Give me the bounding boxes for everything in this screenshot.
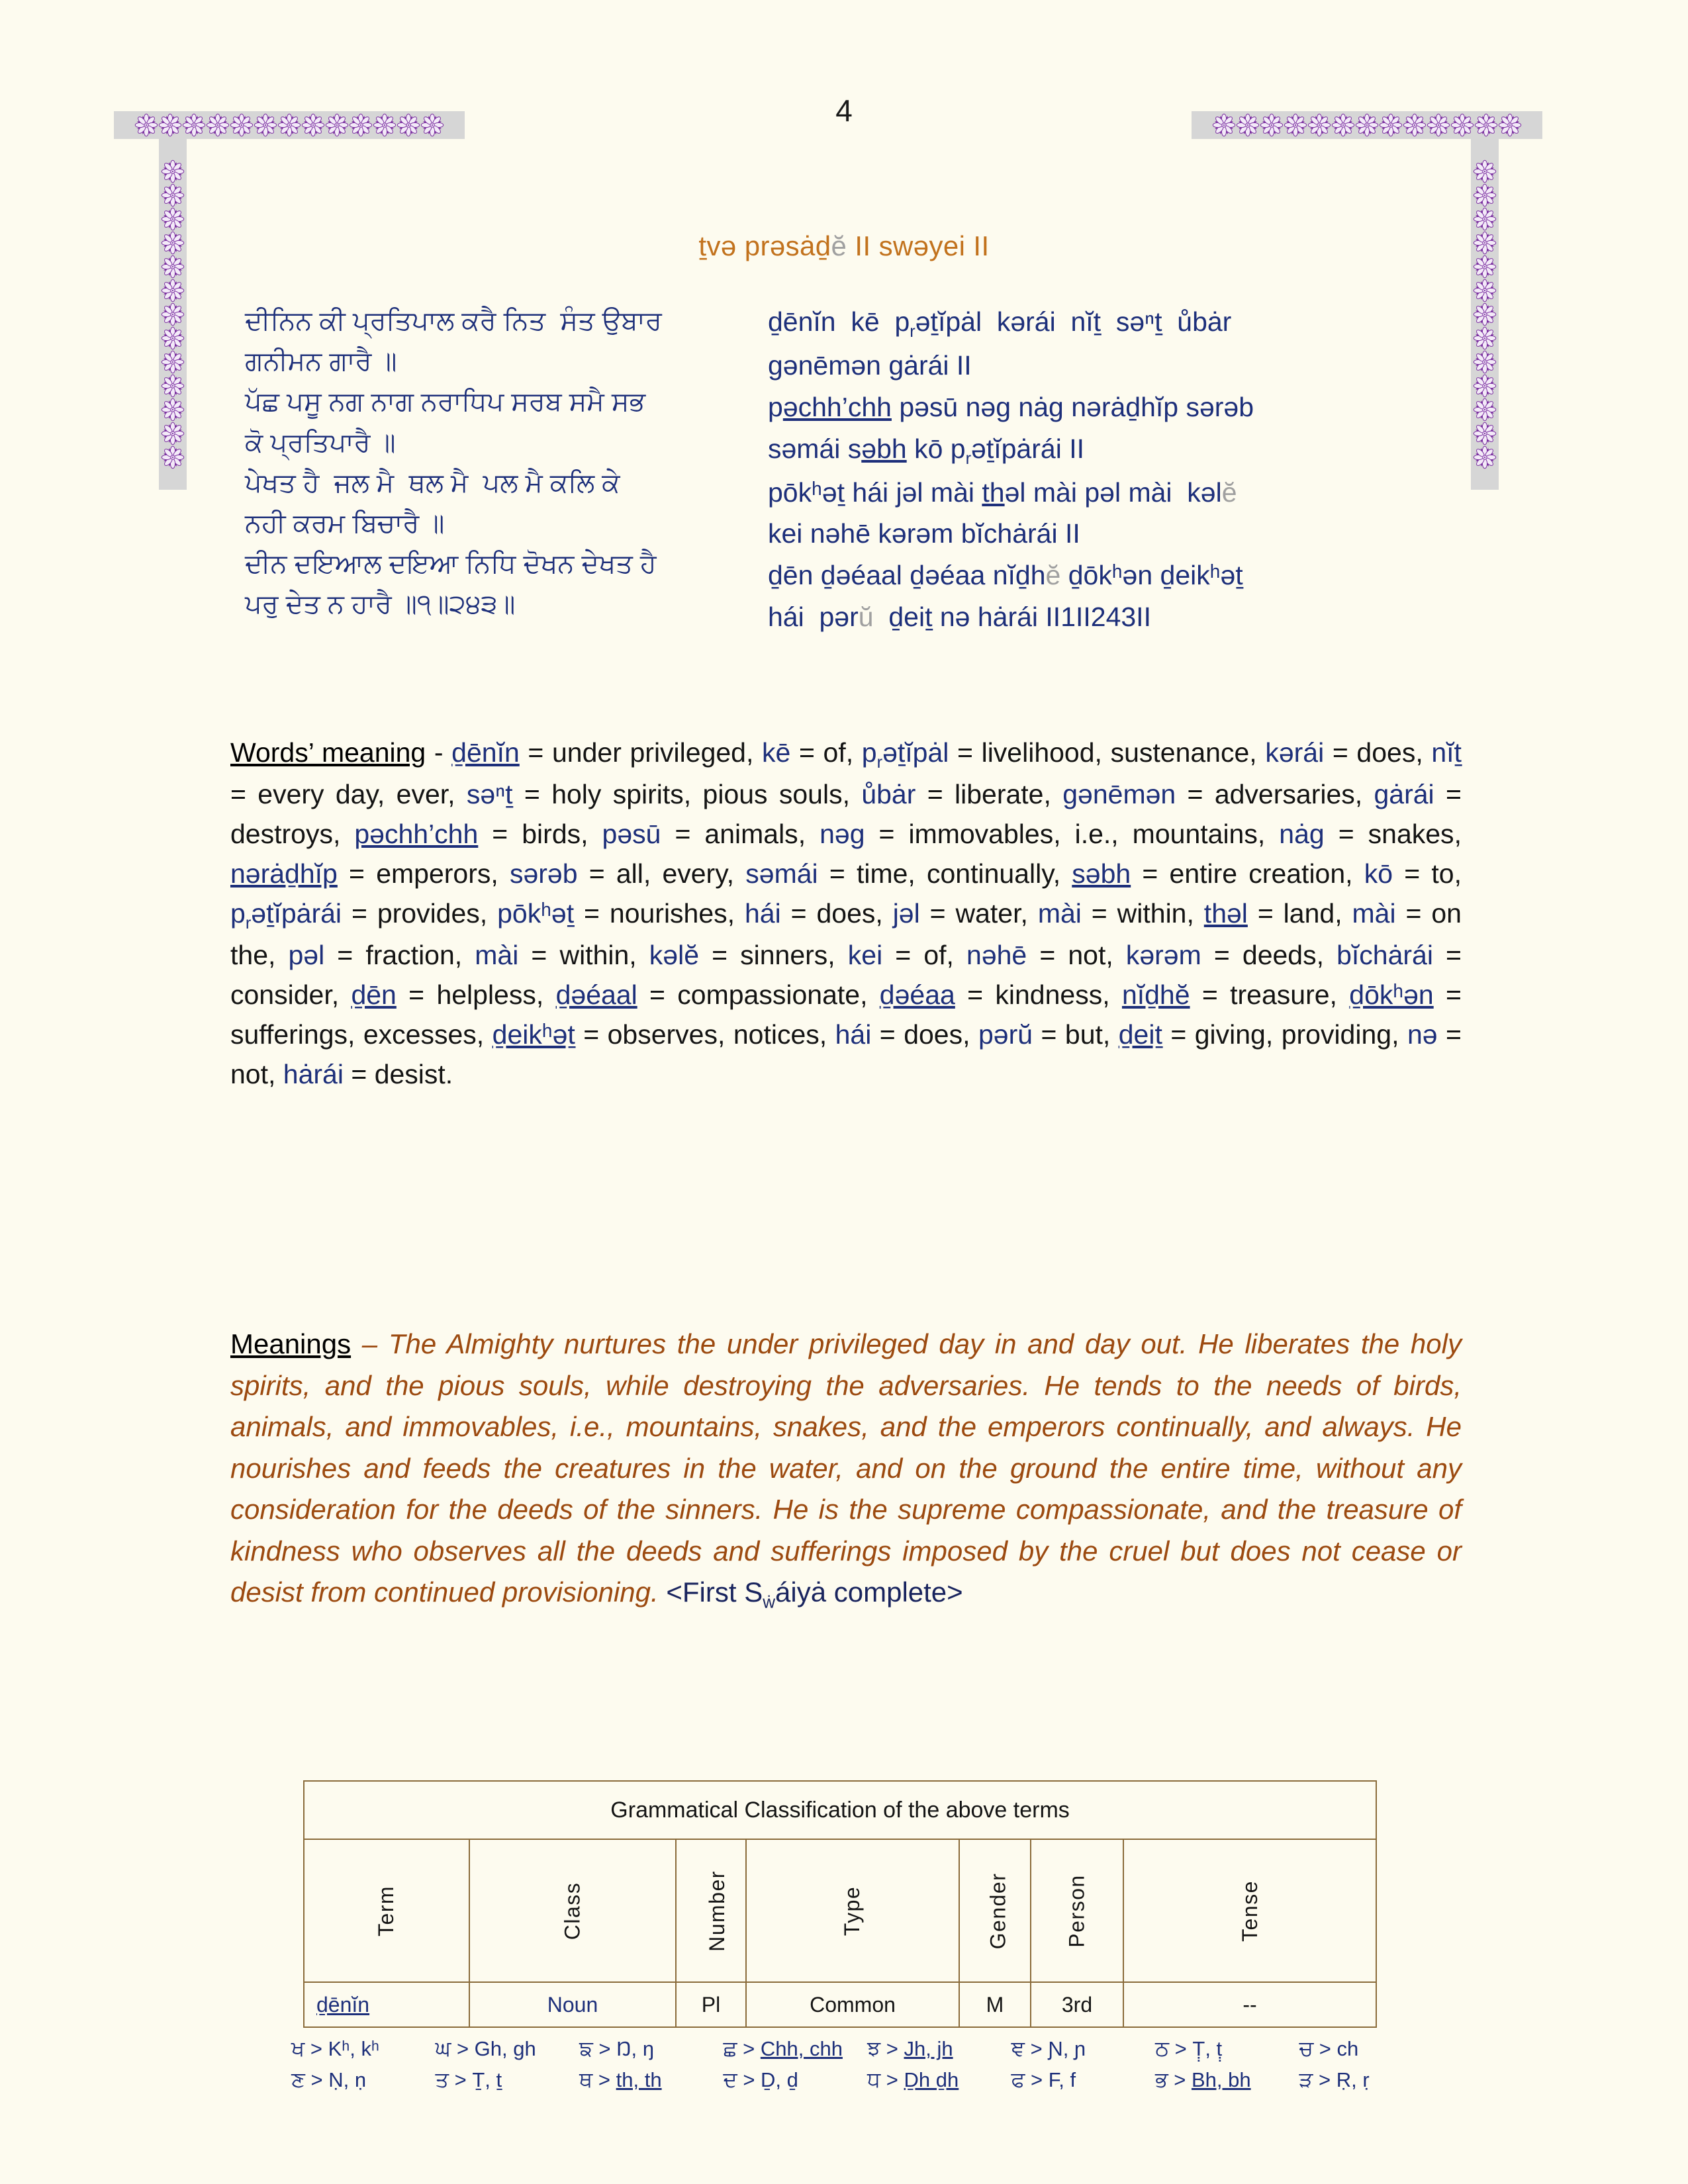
glossary-term: kō (1364, 858, 1393, 889)
grammar-column-header-label: Term (374, 1885, 399, 1936)
glossary-gloss: does (1356, 737, 1416, 768)
floral-motif-icon (161, 445, 185, 469)
legend-roman: Jh, jh (904, 2037, 953, 2060)
legend-roman: Bh, bh (1191, 2068, 1251, 2091)
grammar-column-header-label: Person (1064, 1874, 1089, 1948)
grammar-column-header-number (676, 1839, 746, 1982)
floral-border-left (159, 139, 187, 490)
legend-roman: Ŋ, ŋ (616, 2037, 655, 2060)
meanings-label: Meanings (230, 1328, 352, 1359)
transliteration-verse-line: gənēmən gȧrái II (768, 350, 972, 381)
legend-gurmukhi-char: ੜ (1299, 2067, 1313, 2091)
glossary-gloss: giving, providing (1194, 1019, 1392, 1050)
grammar-column-header-term (304, 1839, 469, 1982)
legend-gurmukhi-char: ਙ (579, 2036, 593, 2060)
transliteration-verse-line: pōkʰəṯ hái jəl mài thəl mài pəl mài kəlĕ (768, 477, 1237, 508)
grammar-cell-type: Common (746, 1982, 959, 2027)
legend-arrow: > (1031, 2068, 1043, 2091)
glossary-gloss: sufferings, excesses (230, 1019, 477, 1050)
legend-roman: Kʰ, kʰ (328, 2037, 379, 2060)
floral-motif-icon (1473, 350, 1497, 374)
glossary-gloss: consider (230, 979, 332, 1011)
floral-motif-icon (161, 398, 185, 422)
legend-row-1 (291, 2033, 1443, 2064)
glossary-term: ḏəéaal (555, 979, 637, 1011)
floral-motif-icon (1473, 398, 1497, 422)
glossary-gloss: immovables, i.e., mountains (908, 819, 1258, 850)
glossary-term: pōkʰəṯ (497, 897, 575, 929)
glossary-term: ůbȧr (861, 779, 916, 810)
legend-arrow: > (743, 2068, 755, 2091)
legend-gurmukhi-char: ਘ (435, 2036, 451, 2060)
legend-roman: F, f (1048, 2068, 1076, 2091)
grammar-cell-tense: -- (1123, 1982, 1376, 2027)
legend-entry (1299, 2033, 1444, 2064)
legend-row-2 (291, 2064, 1443, 2095)
glossary-term: kē (762, 737, 791, 768)
legend-entry (867, 2033, 1011, 2064)
legend-gurmukhi-char: ਖ (291, 2036, 305, 2060)
meanings-body: The Almighty nurtures the under privileged day in and day out. He liberates the holy spirits, and the pious souls, while destroying the adversaries. He tends to the needs of birds, animals, and immovables, i.e., mountains, snakes, and the emperors continually, and always. He nourishes and feeds the creatures in the water, and on the ground the entire time, without any consideration for the deeds of the sinners. He is the supreme compassionate, and the treasure of kindness who observes all the deeds and sufferings imposed by the cruel but does not cease or desist from continued provisioning. (230, 1328, 1462, 1608)
glossary-gloss: destroys (230, 819, 333, 850)
glossary-gloss: of (823, 737, 846, 768)
glossary-term: ḏeiṯ (1118, 1019, 1162, 1050)
glossary-term: ḏəéaa (879, 979, 955, 1011)
legend-arrow: > (1319, 2068, 1331, 2091)
glossary-gloss: all, every (616, 858, 727, 889)
legend-gurmukhi-char: ਤ (435, 2067, 449, 2091)
floral-motif-icon (161, 279, 185, 302)
glossary-gloss: land (1283, 897, 1335, 929)
glossary-term: gənēmən (1062, 779, 1176, 810)
legend-roman: Ṭ̣, ṭ̣ (1192, 2037, 1223, 2060)
glossary-term: mài (1352, 897, 1396, 929)
legend-entry (1155, 2033, 1299, 2064)
legend-arrow: > (886, 2068, 898, 2091)
legend-arrow: > (310, 2037, 323, 2060)
legend-entry (291, 2033, 436, 2064)
legend-roman: Ṛ, ṛ (1336, 2068, 1370, 2091)
legend-entry (1299, 2064, 1444, 2095)
glossary-term: nȧg (1279, 819, 1325, 850)
floral-motif-icon (1473, 422, 1497, 445)
glossary-gloss: nourishes (609, 897, 727, 929)
glossary-gloss: every day, ever (258, 779, 448, 810)
floral-motif-icon (161, 374, 185, 398)
floral-motif-icon (161, 326, 185, 350)
floral-motif-icon (161, 159, 185, 183)
legend-gurmukhi-char: ਣ (291, 2067, 305, 2091)
glossary-term: səbh (1072, 858, 1131, 889)
legend-arrow: > (598, 2037, 611, 2060)
glossary-term: pəl (288, 940, 325, 971)
glossary-gloss: not (230, 1058, 268, 1089)
gurmukhi-verse-line: ਗਨੀਮਨ ਗਾਰੈ ॥ (245, 347, 397, 377)
glossary-term: ḏōkʰən (1349, 979, 1434, 1011)
scripture-block (245, 301, 1443, 637)
grammar-column-header-label: Number (704, 1870, 729, 1952)
glossary-gloss: sinners (740, 940, 828, 971)
gurmukhi-verse-line: ਦੀਨਿਨ ਕੀ ਪ੍ਰਤਿਪਾਲ ਕਰੈ ਨਿਤ ਸੰਤ ਉਬਾਰ (245, 306, 662, 336)
glossary-term: səmái (745, 858, 818, 889)
floral-motif-icon (1473, 159, 1497, 183)
glossary-gloss: of (923, 940, 947, 971)
glossary-term: mài (475, 940, 519, 971)
floral-border-right (1471, 139, 1499, 490)
glossary-gloss: kindness (995, 979, 1103, 1011)
glossary-term: ḏēnĭn (451, 737, 520, 768)
transliteration-verse-line: hái pərŭ ḏeiṯ nə hȧrái II1II243II (768, 601, 1151, 632)
legend-roman: Ṯ, ṯ (472, 2068, 502, 2091)
legend-entry (579, 2033, 724, 2064)
floral-motif-icon (161, 302, 185, 326)
gurmukhi-verse-line: ਪੱਛ ਪਸੂ ਨਗ ਨਾਗ ਨਰਾਧਿਪ ਸਰਬ ਸਮੈ ਸਭ (245, 387, 646, 417)
glossary-gloss: does (816, 897, 876, 929)
glossary-term: kərái (1265, 737, 1325, 768)
legend-arrow: > (456, 2037, 469, 2060)
glossary-gloss: deeds (1242, 940, 1317, 971)
grammar-column-header-person (1031, 1839, 1123, 1982)
floral-motif-icon (1473, 326, 1497, 350)
glossary-term: mài (1037, 897, 1082, 929)
glossary-gloss: birds (522, 819, 581, 850)
glossary-gloss: entire creation (1169, 858, 1346, 889)
grammar-column-header-gender (959, 1839, 1031, 1982)
glossary-gloss: water (955, 897, 1021, 929)
table-row (304, 1982, 1376, 2027)
glossary-term: hái (835, 1019, 872, 1050)
grammar-table (303, 1780, 1377, 2028)
legend-entry (579, 2064, 724, 2095)
glossary-gloss: observes, notices (607, 1019, 820, 1050)
glossary-gloss: under privileged (551, 737, 746, 768)
legend-entry (724, 2033, 868, 2064)
legend-arrow: > (454, 2068, 467, 2091)
gurmukhi-verse-line: ਪਰੁ ਦੇਤ ਨ ਹਾਰੈ ॥੧॥੨੪੩॥ (245, 590, 516, 619)
grammar-column-header-label: Gender (986, 1872, 1010, 1949)
glossary-term: sərəb (509, 858, 578, 889)
meanings-paragraph: Meanings – The Almighty nurtures the under privileged day in and day out. He liberates the holy spirits, and the pious souls, while destroying the adversaries. He tends to the needs of birds, animals, and immovables, i.e., mountains, snakes, and the emperors continually, and always. He nourishes and feeds the creatures in the water, and on the ground the entire time, without any consideration for the deeds of the sinners. He is the supreme compassionate, and the treasure of kindness who observes all the deeds and sufferings imposed by the cruel but does not cease or desist from continued provisioning. <First $S_ẇáiyȧ$ complete> (230, 1328, 1462, 1612)
transliteration-verse-line: ḏēnĭn kē $p_rəṯĭpȧl$ kərái nĭṯ səⁿṯ ůbȧr (768, 306, 1232, 341)
glossary-gloss: time, continually (856, 858, 1053, 889)
glossary-gloss: but (1064, 1019, 1103, 1050)
legend-arrow: > (598, 2068, 611, 2091)
glossary-gloss: livelihood, sustenance (981, 737, 1250, 768)
glossary-term: nərȧḏhĭp (230, 858, 338, 889)
legend-gurmukhi-char: ਚ (1299, 2036, 1314, 2060)
floral-motif-icon (1473, 302, 1497, 326)
grammar-column-header-label: Class (560, 1882, 585, 1940)
glossary-term: pərŭ (978, 1019, 1033, 1050)
legend-roman: Chh, chh (760, 2037, 843, 2060)
legend-entry (724, 2064, 868, 2095)
grammar-table-header-row (304, 1839, 1376, 1982)
floral-motif-icon (1473, 279, 1497, 302)
grammar-cell-gender: M (959, 1982, 1031, 2027)
legend-entry (1011, 2064, 1156, 2095)
transliteration-verse-line: pəchh’chh pəsū nəg nȧg nərȧḏhĭp sərəb (768, 391, 1254, 422)
page-number: 4 (835, 93, 853, 128)
legend-roman: Ɲ, ɲ (1048, 2037, 1086, 2060)
legend-arrow: > (310, 2068, 323, 2091)
glossary-gloss: treasure (1230, 979, 1330, 1011)
glossary-gloss: adversaries (1214, 779, 1355, 810)
glossary-gloss: within (1117, 897, 1187, 929)
gurmukhi-verse-line: ਕੋ ਪ੍ਰਤਿਪਾਰੈ ॥ (245, 428, 396, 457)
transliteration-verse-line: ḏēn ḏəéaal ḏəéaa nĭḏhĕ ḏōkʰən ḏeikʰəṯ (768, 560, 1243, 591)
grammar-cell-person: 3rd (1031, 1982, 1123, 2027)
floral-motif-icon (161, 422, 185, 445)
grammar-column-header-tense (1123, 1839, 1376, 1982)
glossary-term: nəg (820, 819, 865, 850)
glossary-term: hái (744, 897, 781, 929)
glossary-gloss: within (559, 940, 630, 971)
glossary-term: nə (1407, 1019, 1438, 1050)
floral-motif-icon (161, 183, 185, 207)
glossary-term: nəhē (966, 940, 1027, 971)
legend-gurmukhi-char: ਫ (1011, 2067, 1025, 2091)
legend-roman: Ṇ, ṇ (328, 2068, 367, 2091)
transliteration-verse-line: səmái səbh kō $p_rəṯĭpȧrái$ II (768, 433, 1084, 468)
glossary-gloss: not (1068, 940, 1106, 971)
legend-roman: Ḏ, ḏ (761, 2068, 798, 2091)
grammar-table-wrapper (303, 1780, 1376, 2028)
glossary-gloss: compassionate (677, 979, 861, 1011)
floral-motif-icon (1473, 183, 1497, 207)
legend-entry (436, 2064, 580, 2095)
legend-gurmukhi-char: ਦ (723, 2067, 737, 2091)
glossary-term: pəsū (602, 819, 661, 850)
floral-motif-icon (161, 350, 185, 374)
grammar-cell-term: ḏēnĭn (304, 1982, 469, 2027)
glossary-gloss: liberate (955, 779, 1044, 810)
glossary-gloss: helpless (436, 979, 536, 1011)
glossary-term: kəlĕ (649, 940, 699, 971)
glossary-term: hȧrái (283, 1058, 344, 1089)
grammar-table-title: Grammatical Classification of the above terms (304, 1781, 1376, 1839)
grammar-cell-class: Noun (469, 1982, 676, 2027)
floral-motif-icon (161, 207, 185, 231)
legend-roman: ch (1336, 2037, 1359, 2060)
glossary-gloss: to (1431, 858, 1454, 889)
floral-motif-icon (1473, 445, 1497, 469)
gurmukhi-verse-line: ਪੇਖਤ ਹੈ ਜਲ ਮੈ ਥਲ ਮੈ ਪਲ ਮੈ ਕਲਿ ਕੇ (245, 468, 620, 498)
words-meaning-label: Words’ meaning (230, 737, 426, 768)
floral-motif-icon (1473, 374, 1497, 398)
legend-arrow: > (1030, 2037, 1043, 2060)
glossary-gloss: snakes (1368, 819, 1454, 850)
glossary-term: pəchh’chh (354, 819, 479, 850)
glossary-gloss: does (904, 1019, 963, 1050)
legend-entry (291, 2064, 436, 2095)
gurmukhi-column (245, 301, 768, 637)
legend-gurmukhi-char: ਧ (867, 2067, 881, 2091)
glossary-term: ḏeikʰəṯ (492, 1019, 575, 1050)
legend-entry (436, 2033, 580, 2064)
legend-arrow: > (1319, 2037, 1331, 2060)
transliteration-verse-line: kei nəhē kərəm bĭchȧrái II (768, 518, 1080, 549)
glossary-term: nĭḏhĕ (1121, 979, 1190, 1011)
glossary-term: nĭṯ (1431, 737, 1462, 768)
legend-arrow: > (743, 2037, 755, 2060)
words-meaning-paragraph: Words’ meaning - ḏēnĭn = under privileged, kē = of, $p_rəṯĭpȧl$ = livelihood, sustenance, kərái = does, nĭṯ = every day, ever, səⁿṯ = holy spirits, pious souls, ůbȧr = liberate, gənēmən = adversaries, gȧrái = destroys, pəchh’chh = birds, pəsū = animals, nəg = immovables, i.e., mountains, nȧg = snakes, nərȧḏhĭp = emperors, sərəb = all, every, səmái = time, continually, səbh = entire creation, kō = to, $p_rəṯĭpȧrái$ = provides, pōkʰəṯ = nourishes, hái = does, jəl = water, mài = within, thəl = land, mài = on the, pəl = fraction, mài = within, kəlĕ = sinners, kei = of, nəhē = not, kərəm = deeds, bĭchȧrái = consider, ḏēn = helpless, ḏəéaal = compassionate, ḏəéaa = kindness, nĭḏhĕ = treasure, ḏōkʰən = sufferings, excesses, ḏeikʰəṯ = observes, notices, hái = does, pərŭ = but, ḏeiṯ = giving, providing, nə = not, hȧrái = desist. (230, 737, 1462, 1089)
legend-roman: th, th (616, 2068, 662, 2091)
swaiya-complete-note: <First $S_ẇáiyȧ$ complete> (666, 1576, 963, 1612)
grammar-column-header-type (746, 1839, 959, 1982)
glossary-term: ḏēn (351, 979, 397, 1011)
glossary-gloss: fraction (365, 940, 455, 971)
legend-arrow: > (1174, 2068, 1186, 2091)
glossary-term: jəl (892, 897, 920, 929)
legend-arrow: > (1174, 2037, 1187, 2060)
grammar-column-header-label: Type (840, 1886, 865, 1936)
legend-gurmukhi-char: ਞ (1011, 2036, 1025, 2060)
glossary-term: kei (847, 940, 883, 971)
legend-roman: Gh, gh (474, 2037, 536, 2060)
grammar-table-title-row (304, 1781, 1376, 1839)
gurmukhi-verse-line: ਦੀਨ ਦਇਆਲ ਦਇਆ ਨਿਧਿ ਦੋਖਨ ਦੇਖਤ ਹੈ (245, 549, 657, 579)
glossary-gloss: on the (230, 897, 1462, 971)
legend-gurmukhi-char: ਭ (1155, 2067, 1168, 2091)
glossary-gloss: emperors (376, 858, 491, 889)
glossary-gloss: provides (377, 897, 480, 929)
legend-entry (1155, 2064, 1299, 2095)
glossary-term: $p_rəṯĭpȧrái$ (230, 897, 342, 933)
glossary-term: thəl (1203, 897, 1248, 929)
shabad-title: ṯvə prəsȧḏĕ II swəyei II (698, 230, 990, 261)
floral-motif-icon (1473, 207, 1497, 231)
transliteration-legend (291, 2033, 1443, 2095)
transliteration-column (768, 301, 1443, 637)
glossary-gloss: desist. (374, 1058, 453, 1089)
legend-roman: Ḏh ḏh (904, 2068, 959, 2091)
legend-gurmukhi-char: ਠ (1155, 2036, 1170, 2060)
glossary-term: bĭchȧrái (1336, 940, 1433, 971)
legend-entry (1011, 2033, 1156, 2064)
glossary-term: kərəm (1125, 940, 1201, 971)
glossary-gloss: animals (704, 819, 798, 850)
legend-arrow: > (886, 2037, 898, 2060)
grammar-column-header-label: Tense (1237, 1880, 1262, 1942)
legend-gurmukhi-char: ਥ (579, 2067, 593, 2091)
legend-gurmukhi-char: ਛ (723, 2036, 737, 2060)
glossary-term: $p_rəṯĭpȧl$ (861, 737, 949, 772)
legend-gurmukhi-char: ਝ (867, 2036, 881, 2060)
legend-entry (867, 2064, 1011, 2095)
glossary-gloss: holy spirits, pious souls (551, 779, 843, 810)
grammar-cell-number: Pl (676, 1982, 746, 2027)
glossary-term: gȧrái (1374, 779, 1434, 810)
gurmukhi-verse-line: ਨਹੀ ਕਰਮ ਬਿਚਾਰੈ ॥ (245, 508, 445, 538)
grammar-column-header-class (469, 1839, 676, 1982)
glossary-term: səⁿṯ (466, 779, 513, 810)
